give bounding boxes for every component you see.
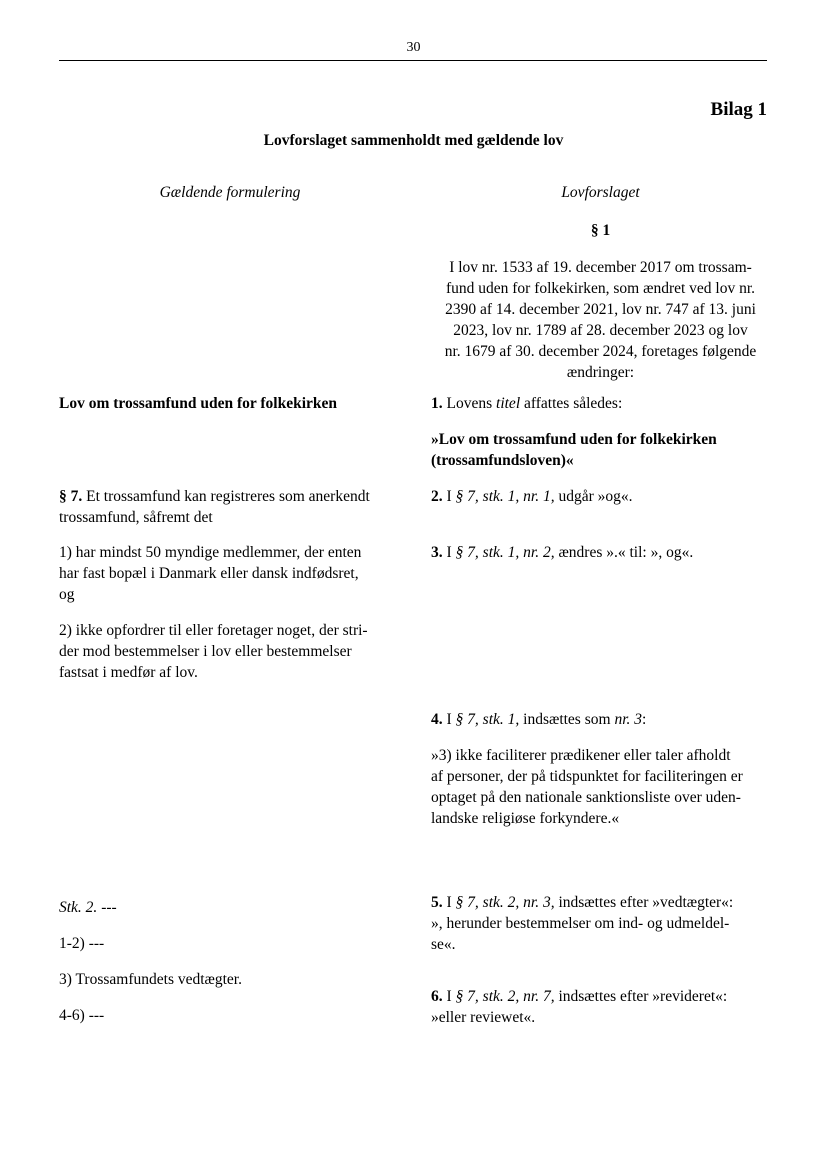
item-4-6: 4-6) ---: [59, 1007, 105, 1024]
amendment-reference: § 7, stk. 1,: [455, 711, 520, 728]
intro-line: 2390 af 14. december 2021, lov nr. 747 af 13. juni: [445, 301, 756, 318]
item-line: 2) ikke opfordrer til eller foretager noget, der stri-: [59, 622, 368, 639]
annex-label: Bilag 1: [710, 99, 767, 120]
amendment-text: udgår »og«.: [554, 488, 633, 505]
amendment-text: Lovens: [442, 395, 497, 412]
new-text-line: landske religiøse forkyndere.«: [431, 810, 620, 827]
item-2: [59, 620, 401, 683]
item-line: og: [59, 586, 75, 603]
item-line: fastsat i medfør af lov.: [59, 664, 198, 681]
new-title-line: (trossamfundsloven)«: [431, 452, 574, 469]
paragraph-text: trossamfund, såfremt det: [59, 509, 213, 526]
amendment-text: indsættes som: [519, 711, 615, 728]
amendment-number: 5.: [431, 894, 443, 911]
document-title: Lovforslaget sammenholdt med gældende lov: [263, 132, 564, 149]
amendment-4-new-text: [431, 745, 770, 829]
stk-text: ---: [97, 899, 117, 916]
amendment-6: [431, 986, 770, 1028]
header-rule: [59, 60, 767, 61]
item-line: 1) har mindst 50 myndige medlemmer, der enten: [59, 544, 362, 561]
amendment-1: [431, 393, 770, 414]
item-3: 3) Trossamfundets vedtægter.: [59, 971, 242, 988]
amendment-5: [431, 892, 770, 955]
amendment-number: 2.: [431, 488, 443, 505]
amendment-text: I: [442, 988, 456, 1005]
paragraph-text: Et trossamfund kan registreres som anerkendt: [82, 488, 370, 505]
amendment-2: [431, 486, 770, 507]
amendment-text: I: [442, 711, 456, 728]
page-number: 30: [406, 40, 421, 55]
new-text-line: »3) ikke faciliterer prædikener eller taler afholdt: [431, 747, 731, 764]
amendment-number: 4.: [431, 711, 443, 728]
intro-line: fund uden for folkekirken, som ændret ved lov nr.: [445, 280, 756, 297]
paragraph-number: § 7.: [59, 488, 83, 505]
item-1: [59, 542, 401, 605]
amendment-reference: § 7, stk. 1, nr. 1,: [455, 488, 555, 505]
item-line: har fast bopæl i Danmark eller dansk indfødsret,: [59, 565, 359, 582]
amendment-reference: § 7, stk. 2, nr. 3,: [455, 894, 555, 911]
section-mark: § 1: [590, 222, 611, 239]
stk-label: Stk. 2.: [59, 899, 98, 916]
amendment-number: 3.: [431, 544, 443, 561]
left-column-heading: Gældende formulering: [159, 184, 301, 201]
item-line: der mod bestemmelser i lov eller bestemmelser: [59, 643, 352, 660]
right-column-heading: Lovforslaget: [561, 184, 640, 201]
amendment-line: »eller reviewet«.: [431, 1009, 536, 1026]
amendment-line: se«.: [431, 936, 456, 953]
amendment-text: :: [642, 711, 647, 728]
amendment-text: I: [442, 544, 456, 561]
item-1-2: 1-2) ---: [59, 935, 105, 952]
intro-line: nr. 1679 af 30. december 2024, foretages følgende: [444, 343, 757, 360]
paragraph-7: [59, 486, 401, 528]
intro-line: I lov nr. 1533 af 19. december 2017 om trossam-: [449, 259, 752, 276]
amendment-text: indsættes efter »revideret«:: [554, 988, 728, 1005]
new-text-line: af personer, der på tidspunktet for faciliteringen er: [431, 768, 743, 785]
amendment-number: 6.: [431, 988, 443, 1005]
amendment-4: [431, 709, 770, 730]
amendment-text: ændres ».« til: », og«.: [554, 544, 694, 561]
amendment-reference: titel: [496, 395, 521, 412]
amendment-text: I: [442, 894, 456, 911]
intro-paragraph: [431, 257, 770, 383]
amendment-text: affattes således:: [520, 395, 623, 412]
amendment-1-new-title: [431, 429, 770, 471]
new-text-line: optaget på den nationale sanktionsliste over uden-: [431, 789, 741, 806]
new-title-line: »Lov om trossamfund uden for folkekirken: [431, 431, 717, 448]
amendment-reference: nr. 3: [614, 711, 643, 728]
amendment-text: I: [442, 488, 456, 505]
intro-line: ændringer:: [566, 364, 635, 381]
amendment-text: indsættes efter »vedtægter«:: [554, 894, 734, 911]
amendment-line: », herunder bestemmelser om ind- og udmeldel-: [431, 915, 730, 932]
intro-line: 2023, lov nr. 1789 af 28. december 2023 og lov: [453, 322, 748, 339]
stk-2: [59, 897, 401, 918]
amendment-reference: § 7, stk. 1, nr. 2,: [455, 544, 555, 561]
law-title: Lov om trossamfund uden for folkekirken: [59, 395, 338, 412]
amendment-3: [431, 542, 770, 563]
amendment-number: 1.: [431, 395, 443, 412]
amendment-reference: § 7, stk. 2, nr. 7,: [455, 988, 555, 1005]
